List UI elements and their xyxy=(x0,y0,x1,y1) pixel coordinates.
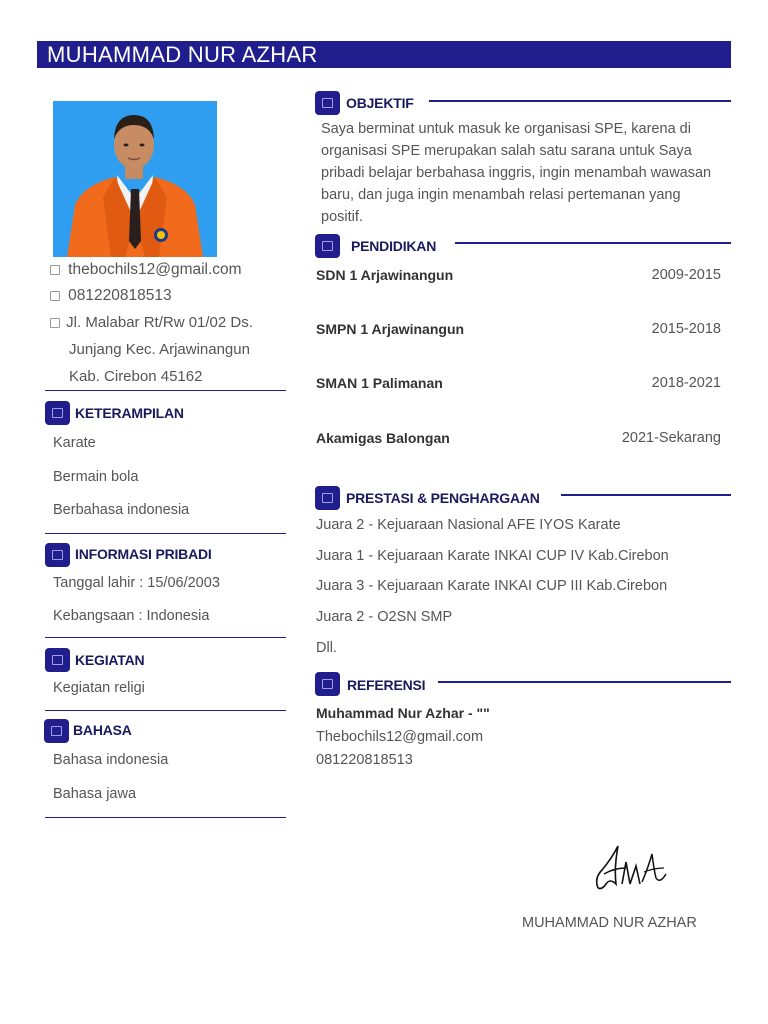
profile-photo xyxy=(53,101,217,257)
email-icon xyxy=(50,265,60,275)
prestasi-icon xyxy=(315,486,340,510)
personal-info-item: Kebangsaan : Indonesia xyxy=(53,608,210,624)
achievement-item: Juara 2 - Kejuaraan Nasional AFE IYOS Karate xyxy=(316,517,621,533)
education-school: Akamigas Balongan xyxy=(316,430,450,446)
informasi-pribadi-icon xyxy=(45,543,70,567)
activity-item: Kegiatan religi xyxy=(53,680,145,696)
education-school: SDN 1 Arjawinangun xyxy=(316,267,454,283)
skill-item: Karate xyxy=(53,435,96,451)
education-years: 2018-2021 xyxy=(651,375,721,391)
keterampilan-heading: KETERAMPILAN xyxy=(75,405,184,421)
education-years: 2021-Sekarang xyxy=(621,430,721,446)
education-school: SMPN 1 Arjawinangun xyxy=(316,321,465,337)
achievement-item: Dll. xyxy=(316,640,337,656)
reference-phone: 081220818513 xyxy=(316,752,413,768)
heading-rule xyxy=(429,100,731,102)
keterampilan-icon xyxy=(45,401,70,425)
reference-name: Muhammad Nur Azhar - "" xyxy=(316,705,490,721)
achievement-item: Juara 2 - O2SN SMP xyxy=(316,609,453,625)
referensi-icon xyxy=(315,672,340,696)
location-icon xyxy=(50,318,60,328)
section-divider xyxy=(45,637,286,638)
section-divider xyxy=(45,710,286,711)
achievement-item: Juara 1 - Kejuaraan Karate INKAI CUP IV Kab.Cirebon xyxy=(316,548,669,564)
referensi-heading: REFERENSI xyxy=(347,677,426,693)
personal-info-item: Tanggal lahir : 15/06/2003 xyxy=(53,575,220,591)
section-divider xyxy=(45,390,286,391)
phone-icon xyxy=(50,291,60,301)
education-years: 2015-2018 xyxy=(651,321,721,337)
prestasi-heading: PRESTASI & PENGHARGAAN xyxy=(346,490,540,506)
name-header-bar xyxy=(37,41,731,68)
pendidikan-icon xyxy=(315,234,340,258)
contact-email-row xyxy=(50,261,242,279)
kegiatan-heading: KEGIATAN xyxy=(75,652,145,668)
objektif-heading: OBJEKTIF xyxy=(346,95,414,111)
bahasa-icon xyxy=(44,719,69,743)
contact-email[interactable]: thebochils12@gmail.com xyxy=(68,261,242,278)
signature-name: MUHAMMAD NUR AZHAR xyxy=(522,915,697,931)
informasi-pribadi-heading: INFORMASI PRIBADI xyxy=(75,546,212,562)
kegiatan-icon xyxy=(45,648,70,672)
page-title: MUHAMMAD NUR AZHAR xyxy=(47,42,318,67)
achievement-item: Juara 3 - Kejuaraan Karate INKAI CUP III Kab.Cirebon xyxy=(316,578,668,594)
heading-rule xyxy=(561,494,731,496)
pendidikan-heading: PENDIDIKAN xyxy=(351,238,437,254)
contact-address-row xyxy=(50,314,253,331)
objektif-icon xyxy=(315,91,340,115)
contact-address-line: Jl. Malabar Rt/Rw 01/02 Ds. xyxy=(66,314,253,331)
profile-photo-illustration xyxy=(53,101,217,257)
language-item: Bahasa indonesia xyxy=(53,752,169,768)
heading-rule xyxy=(455,242,731,244)
skill-item: Bermain bola xyxy=(53,469,139,485)
education-school: SMAN 1 Palimanan xyxy=(316,375,443,391)
language-item: Bahasa jawa xyxy=(53,786,137,802)
contact-phone: 081220818513 xyxy=(68,287,172,304)
bahasa-heading: BAHASA xyxy=(73,722,132,738)
section-divider xyxy=(45,533,286,534)
section-divider xyxy=(45,817,286,818)
education-years: 2009-2015 xyxy=(651,267,721,283)
skill-item: Berbahasa indonesia xyxy=(53,502,190,518)
objektif-paragraph: Saya berminat untuk masuk ke organisasi SPE, karena di organisasi SPE merupakan salah satu sarana untuk Saya pribadi belajar berbahasa inggris, ingin menambah wawasan baru, dan juga ingin menambah relasi pertemanan yang positif. xyxy=(321,121,712,225)
contact-address-line: Kab. Cirebon 45162 xyxy=(69,368,203,385)
reference-email[interactable]: Thebochils12@gmail.com xyxy=(316,729,484,745)
handwritten-signature xyxy=(592,838,672,896)
heading-rule xyxy=(438,681,731,683)
contact-address-line: Junjang Kec. Arjawinangun xyxy=(69,341,250,358)
contact-phone-row xyxy=(50,287,172,305)
